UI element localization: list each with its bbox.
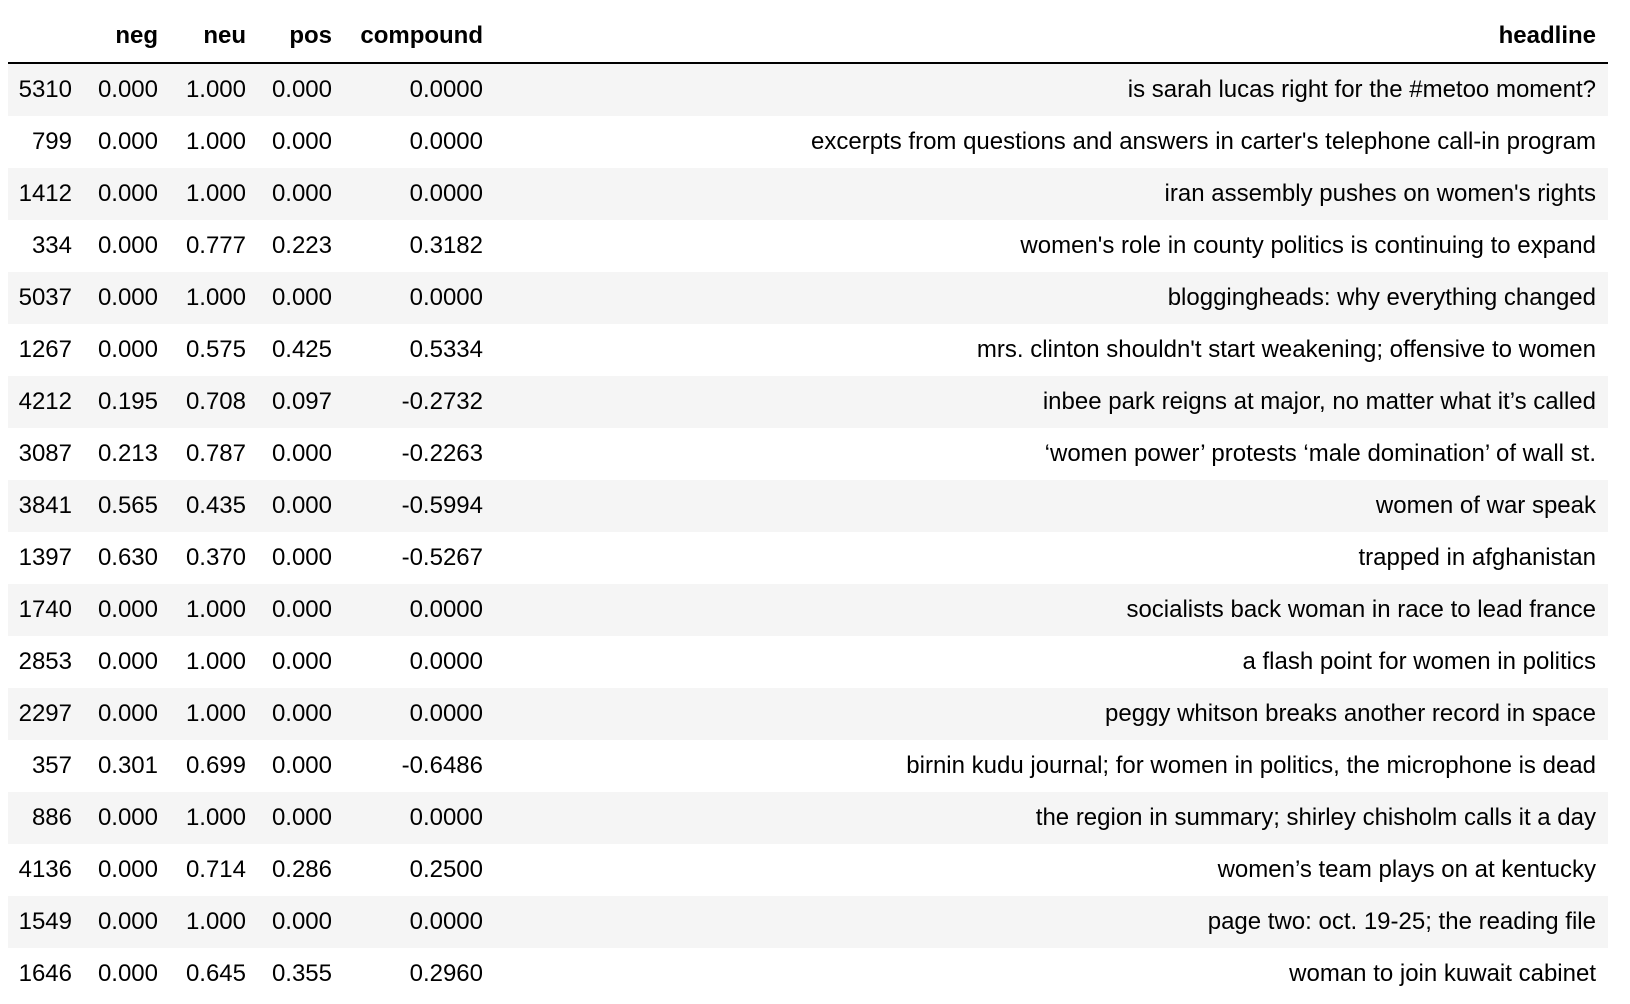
- pos-cell: 0.000: [271, 544, 332, 571]
- neg-cell: 0.000: [97, 804, 158, 831]
- compound-cell: 0.0000: [409, 908, 483, 935]
- dataframe-output: [8, 10, 1608, 1000]
- neu-cell: 1.000: [185, 128, 246, 155]
- table-row: [8, 532, 1608, 584]
- row-index-cell: 334: [31, 232, 72, 259]
- compound-cell: 0.3182: [409, 232, 483, 259]
- pos-cell: 0.000: [271, 752, 332, 779]
- row-index-cell: 5037: [18, 284, 72, 311]
- neu-cell: 0.777: [185, 232, 246, 259]
- row-index-cell: 2853: [18, 648, 72, 675]
- row-index-cell: 3087: [18, 440, 72, 467]
- headline-cell: inbee park reigns at major, no matter what it’s called: [1042, 388, 1596, 415]
- neu-cell: 1.000: [185, 908, 246, 935]
- headline-cell: page two: oct. 19-25; the reading file: [1207, 908, 1596, 935]
- row-index-cell: 5310: [18, 76, 72, 103]
- neg-cell: 0.000: [97, 596, 158, 623]
- table-row: [8, 272, 1608, 324]
- row-index-cell: 1549: [18, 908, 72, 935]
- table-row: [8, 584, 1608, 636]
- row-index-cell: 1267: [18, 336, 72, 363]
- neu-cell: 1.000: [185, 700, 246, 727]
- headline-cell: socialists back woman in race to lead france: [1126, 596, 1596, 623]
- pos-cell: 0.000: [271, 284, 332, 311]
- pos-cell: 0.286: [271, 856, 332, 883]
- headline-cell: woman to join kuwait cabinet: [1289, 960, 1596, 987]
- headline-cell: iran assembly pushes on women's rights: [1164, 180, 1596, 207]
- neg-cell: 0.000: [97, 856, 158, 883]
- compound-cell: -0.5267: [401, 544, 483, 571]
- table-row: [8, 376, 1608, 428]
- compound-cell: 0.0000: [409, 284, 483, 311]
- row-index-cell: 1740: [18, 596, 72, 623]
- neg-cell: 0.000: [97, 336, 158, 363]
- row-index-cell: 1412: [18, 180, 72, 207]
- neg-cell: 0.000: [97, 232, 158, 259]
- neu-cell: 0.787: [185, 440, 246, 467]
- compound-cell: 0.0000: [409, 700, 483, 727]
- neg-cell: 0.000: [97, 128, 158, 155]
- headline-cell: a flash point for women in politics: [1242, 648, 1596, 675]
- headline-cell: women of war speak: [1375, 492, 1596, 519]
- headline-cell: mrs. clinton shouldn't start weakening; offensive to women: [976, 336, 1596, 363]
- compound-cell: 0.0000: [409, 648, 483, 675]
- row-index-cell: 799: [31, 128, 72, 155]
- headline-cell: women’s team plays on at kentucky: [1217, 856, 1596, 883]
- compound-cell: -0.5994: [401, 492, 483, 519]
- pos-cell: 0.000: [271, 804, 332, 831]
- neu-cell: 0.699: [185, 752, 246, 779]
- table-row: [8, 688, 1608, 740]
- pos-cell: 0.097: [271, 388, 332, 415]
- table-row: [8, 324, 1608, 376]
- compound-cell: 0.0000: [409, 128, 483, 155]
- pos-cell: 0.355: [271, 960, 332, 987]
- compound-cell: 0.2960: [409, 960, 483, 987]
- row-index-cell: 4136: [18, 856, 72, 883]
- neu-cell: 1.000: [185, 180, 246, 207]
- compound-cell: -0.6486: [401, 752, 483, 779]
- neg-cell: 0.000: [97, 700, 158, 727]
- headline-cell: women's role in county politics is continuing to expand: [1020, 232, 1596, 259]
- pos-cell: 0.223: [271, 232, 332, 259]
- compound-cell: 0.0000: [409, 596, 483, 623]
- table-row: [8, 428, 1608, 480]
- compound-cell: -0.2732: [401, 388, 483, 415]
- compound-cell: 0.0000: [409, 76, 483, 103]
- headline-cell: excerpts from questions and answers in carter's telephone call-in program: [811, 128, 1596, 155]
- table-row: [8, 63, 1608, 116]
- neu-cell: 1.000: [185, 648, 246, 675]
- pos-cell: 0.425: [271, 336, 332, 363]
- neu-cell: 0.645: [185, 960, 246, 987]
- neg-header: neg: [84, 10, 170, 63]
- neg-cell: 0.000: [97, 908, 158, 935]
- headline-cell: the region in summary; shirley chisholm calls it a day: [1035, 804, 1596, 831]
- neu-cell: 0.708: [185, 388, 246, 415]
- neg-cell: 0.000: [97, 960, 158, 987]
- neg-cell: 0.301: [97, 752, 158, 779]
- compound-cell: 0.0000: [409, 804, 483, 831]
- neu-cell: 1.000: [185, 596, 246, 623]
- neu-cell: 0.370: [185, 544, 246, 571]
- neu-cell: 0.435: [185, 492, 246, 519]
- compound-cell: -0.2263: [401, 440, 483, 467]
- row-index-cell: 1646: [18, 960, 72, 987]
- table-row: [8, 636, 1608, 688]
- pos-cell: 0.000: [271, 648, 332, 675]
- row-index-cell: 357: [31, 752, 72, 779]
- header-row: [8, 10, 1608, 63]
- table-row: [8, 220, 1608, 272]
- table-row: [8, 480, 1608, 532]
- compound-cell: 0.0000: [409, 180, 483, 207]
- table-row: [8, 844, 1608, 896]
- table-header: [8, 10, 1608, 63]
- neu-cell: 1.000: [185, 76, 246, 103]
- pos-cell: 0.000: [271, 76, 332, 103]
- compound-cell: 0.2500: [409, 856, 483, 883]
- headline-cell: birnin kudu journal; for women in politics, the microphone is dead: [906, 752, 1596, 779]
- table-row: [8, 740, 1608, 792]
- neu-cell: 0.575: [185, 336, 246, 363]
- neg-cell: 0.630: [97, 544, 158, 571]
- neu-cell: 1.000: [185, 284, 246, 311]
- compound-header: compound: [344, 10, 495, 63]
- row-index-cell: 1397: [18, 544, 72, 571]
- row-index-cell: 2297: [18, 700, 72, 727]
- compound-cell: 0.5334: [409, 336, 483, 363]
- table-row: [8, 116, 1608, 168]
- neg-cell: 0.195: [97, 388, 158, 415]
- index-header: [8, 10, 84, 63]
- table-row: [8, 948, 1608, 1000]
- pos-cell: 0.000: [271, 908, 332, 935]
- neg-cell: 0.565: [97, 492, 158, 519]
- pos-cell: 0.000: [271, 128, 332, 155]
- neu-cell: 1.000: [185, 804, 246, 831]
- neu-header: neu: [170, 10, 258, 63]
- neg-cell: 0.213: [97, 440, 158, 467]
- row-index-cell: 3841: [18, 492, 72, 519]
- pos-cell: 0.000: [271, 440, 332, 467]
- table-body: [8, 63, 1608, 1000]
- neg-cell: 0.000: [97, 284, 158, 311]
- pos-cell: 0.000: [271, 596, 332, 623]
- table-row: [8, 792, 1608, 844]
- headline-header: headline: [495, 10, 1608, 63]
- pos-cell: 0.000: [271, 492, 332, 519]
- pos-header: pos: [258, 10, 344, 63]
- neg-cell: 0.000: [97, 76, 158, 103]
- pos-cell: 0.000: [271, 700, 332, 727]
- headline-cell: ‘women power’ protests ‘male domination’ of wall st.: [1044, 440, 1596, 467]
- row-index-cell: 886: [31, 804, 72, 831]
- table-row: [8, 896, 1608, 948]
- row-index-cell: 4212: [18, 388, 72, 415]
- headline-cell: peggy whitson breaks another record in space: [1105, 700, 1596, 727]
- table-row: [8, 168, 1608, 220]
- sentiment-table: [8, 10, 1608, 1000]
- neg-cell: 0.000: [97, 180, 158, 207]
- pos-cell: 0.000: [271, 180, 332, 207]
- neg-cell: 0.000: [97, 648, 158, 675]
- headline-cell: trapped in afghanistan: [1358, 544, 1596, 571]
- neu-cell: 0.714: [185, 856, 246, 883]
- headline-cell: is sarah lucas right for the #metoo moment?: [1127, 76, 1596, 103]
- headline-cell: bloggingheads: why everything changed: [1167, 284, 1596, 311]
